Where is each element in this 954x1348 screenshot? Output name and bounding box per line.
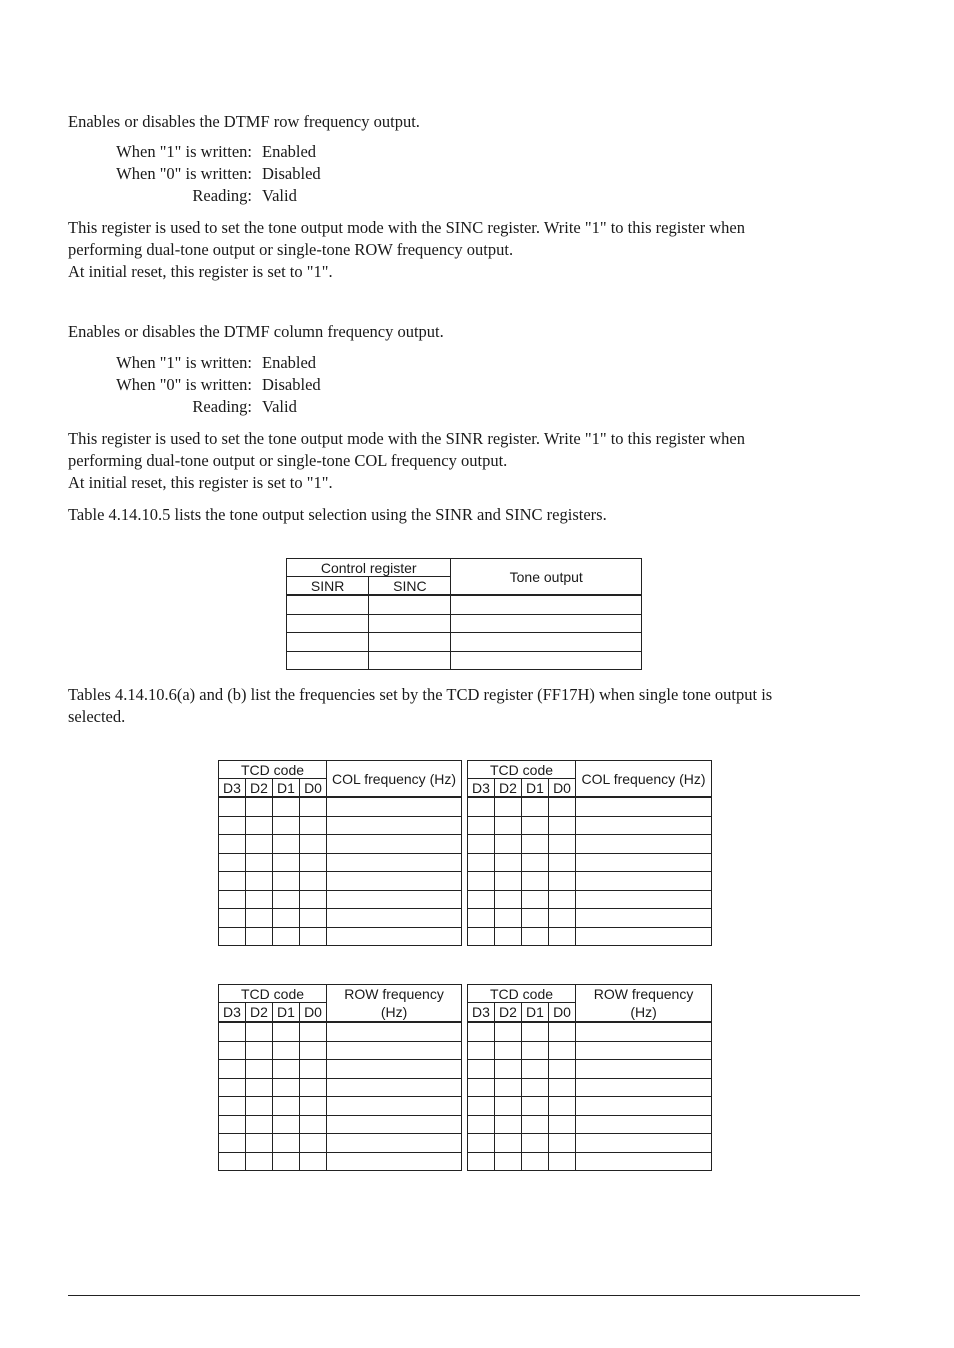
col-frequency-table-a bbox=[218, 760, 462, 946]
table-row bbox=[468, 909, 712, 928]
d2-header: D2 bbox=[495, 1003, 522, 1022]
table-row bbox=[468, 1060, 712, 1079]
row-frequency-header-line: (Hz) bbox=[630, 1004, 657, 1020]
d2-header: D2 bbox=[246, 779, 273, 798]
table-row bbox=[468, 1041, 712, 1060]
sinr-reset-note: At initial reset, this register is set to "1". bbox=[68, 262, 333, 281]
table-row bbox=[287, 595, 642, 614]
table-reference: Table 4.14.10.5 lists the tone output selection using the SINR and SINC registers. bbox=[68, 505, 607, 524]
sinc-setting-key: When "0" is written: bbox=[116, 375, 252, 394]
sinr-description bbox=[68, 217, 868, 283]
table-row bbox=[219, 1041, 462, 1060]
d1-header: D1 bbox=[522, 779, 549, 798]
d1-header: D1 bbox=[522, 1003, 549, 1022]
control-register-header: Control register bbox=[287, 559, 451, 577]
table-row bbox=[287, 614, 642, 633]
row-frequency-header-line: (Hz) bbox=[380, 1004, 408, 1020]
sinr-setting-key: Reading: bbox=[192, 186, 252, 205]
table-row bbox=[468, 872, 712, 891]
table-row bbox=[468, 835, 712, 854]
control-register-table bbox=[286, 558, 642, 670]
tcd-code-header: TCD code bbox=[219, 985, 327, 1003]
d1-header: D1 bbox=[273, 779, 300, 798]
sinc-column-header: SINC bbox=[369, 577, 451, 596]
table-row bbox=[468, 1115, 712, 1134]
col-frequency-table-b bbox=[467, 760, 712, 946]
sinc-desc-line: performing dual-tone output or single-tone COL frequency output. bbox=[68, 451, 508, 470]
table-row bbox=[219, 890, 462, 909]
table-row bbox=[219, 1078, 462, 1097]
table-row bbox=[219, 1134, 462, 1153]
sinr-settings bbox=[0, 141, 954, 207]
table-row bbox=[468, 1078, 712, 1097]
d0-header: D0 bbox=[549, 1003, 576, 1022]
d0-header: D0 bbox=[300, 779, 327, 798]
table-row bbox=[468, 890, 712, 909]
sinc-setting-value: Enabled bbox=[262, 353, 317, 372]
d3-header: D3 bbox=[219, 1003, 246, 1022]
d0-header: D0 bbox=[300, 1003, 327, 1022]
sinr-column-header: SINR bbox=[287, 577, 369, 596]
sinr-setting-value: Disabled bbox=[262, 164, 321, 183]
footer-divider bbox=[68, 1295, 860, 1296]
row-frequency-table-a bbox=[218, 984, 462, 1171]
table-row bbox=[219, 1115, 462, 1134]
tone-output-header: Tone output bbox=[451, 559, 642, 596]
table-row bbox=[468, 1152, 712, 1171]
sinc-setting-key: Reading: bbox=[192, 397, 252, 416]
d3-header: D3 bbox=[468, 779, 495, 798]
tcd-code-header: TCD code bbox=[219, 761, 327, 779]
tcd-code-header: TCD code bbox=[468, 985, 576, 1003]
row-frequency-header-line: ROW frequency bbox=[593, 986, 694, 1002]
col-frequency-header: COL frequency (Hz) bbox=[327, 761, 462, 798]
d1-header: D1 bbox=[273, 1003, 300, 1022]
table-row bbox=[468, 1022, 712, 1041]
tcd-reference-line: selected. bbox=[68, 707, 126, 726]
table-row bbox=[468, 927, 712, 946]
sinr-intro: Enables or disables the DTMF row frequency output. bbox=[68, 112, 420, 131]
table-row bbox=[219, 797, 462, 816]
sinc-description bbox=[68, 428, 868, 494]
d2-header: D2 bbox=[246, 1003, 273, 1022]
table-row bbox=[219, 1060, 462, 1079]
row-frequency-table-b bbox=[467, 984, 712, 1171]
sinc-setting-value: Valid bbox=[262, 397, 297, 416]
row-frequency-header bbox=[576, 985, 712, 1023]
sinr-desc-line: This register is used to set the tone output mode with the SINC register. Write "1" to this register when bbox=[68, 218, 745, 237]
sinr-setting-key: When "0" is written: bbox=[116, 164, 252, 183]
sinr-setting-value: Enabled bbox=[262, 142, 317, 161]
table-row bbox=[468, 1134, 712, 1153]
tcd-reference bbox=[68, 684, 868, 728]
table-row bbox=[468, 816, 712, 835]
sinc-setting-value: Disabled bbox=[262, 375, 321, 394]
table-row bbox=[287, 651, 642, 670]
d3-header: D3 bbox=[219, 779, 246, 798]
table-row bbox=[219, 909, 462, 928]
sinr-desc-line: performing dual-tone output or single-tone ROW frequency output. bbox=[68, 240, 514, 259]
sinc-setting-key: When "1" is written: bbox=[116, 353, 252, 372]
table-row bbox=[219, 1022, 462, 1041]
sinc-desc-line: This register is used to set the tone output mode with the SINR register. Write "1" to this register when bbox=[68, 429, 745, 448]
sinr-setting-key: When "1" is written: bbox=[116, 142, 252, 161]
table-row bbox=[468, 853, 712, 872]
row-frequency-header bbox=[327, 985, 462, 1023]
tcd-code-header: TCD code bbox=[468, 761, 576, 779]
table-row bbox=[219, 1097, 462, 1116]
sinc-intro: Enables or disables the DTMF column frequency output. bbox=[68, 322, 444, 341]
col-frequency-header: COL frequency (Hz) bbox=[576, 761, 712, 798]
d2-header: D2 bbox=[495, 779, 522, 798]
table-row bbox=[219, 872, 462, 891]
table-row bbox=[468, 1097, 712, 1116]
table-row bbox=[219, 1152, 462, 1171]
table-row bbox=[219, 835, 462, 854]
table-row bbox=[219, 927, 462, 946]
table-row bbox=[219, 853, 462, 872]
d0-header: D0 bbox=[549, 779, 576, 798]
sinr-setting-value: Valid bbox=[262, 186, 297, 205]
tcd-reference-line: Tables 4.14.10.6(a) and (b) list the frequencies set by the TCD register (FF17H) when single tone output is bbox=[68, 685, 773, 704]
table-row bbox=[468, 797, 712, 816]
d3-header: D3 bbox=[468, 1003, 495, 1022]
sinc-settings bbox=[0, 352, 954, 418]
table-row bbox=[287, 633, 642, 652]
row-frequency-header-line: ROW frequency bbox=[344, 986, 444, 1002]
sinc-reset-note: At initial reset, this register is set to "1". bbox=[68, 473, 333, 492]
table-row bbox=[219, 816, 462, 835]
